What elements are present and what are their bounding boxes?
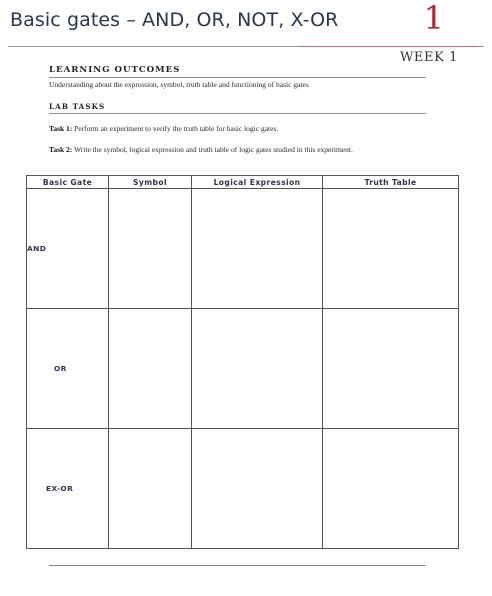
- lab-tasks-heading: LAB TASKS: [49, 102, 106, 111]
- table-row: [27, 429, 459, 549]
- table-row: [27, 309, 459, 429]
- learning-outcomes-text: Understanding about the expression, symbol, truth table and functioning of basic gates: [49, 80, 309, 89]
- header-symbol: Symbol: [109, 176, 192, 189]
- task-1: [49, 124, 278, 133]
- learning-outcomes-heading: LEARNING OUTCOMES: [49, 65, 181, 75]
- gate-name-or: OR: [27, 309, 109, 429]
- page-title: Basic gates – AND, OR, NOT, X-OR: [10, 9, 339, 31]
- week-label: WEEK 1: [399, 50, 458, 65]
- task-1-label: Task 1:: [49, 124, 73, 133]
- expression-cell-and[interactable]: [192, 189, 323, 309]
- header-basic-gate: Basic Gate: [27, 176, 109, 189]
- symbol-cell-exor[interactable]: [109, 429, 192, 549]
- truth-table-cell-exor[interactable]: [323, 429, 459, 549]
- lab-tasks-divider: [49, 113, 426, 114]
- footer-divider: [49, 565, 426, 566]
- learning-outcomes-divider: [49, 77, 426, 78]
- accent-divider: [300, 46, 478, 47]
- expression-cell-exor[interactable]: [192, 429, 323, 549]
- truth-table-cell-or[interactable]: [323, 309, 459, 429]
- table-row: [27, 189, 459, 309]
- expression-cell-or[interactable]: [192, 309, 323, 429]
- header-truth-table: Truth Table: [323, 176, 459, 189]
- gates-table: [26, 175, 459, 549]
- task-2-text: Write the symbol, logical expression and truth table of logic gates studied in this experiment.: [74, 145, 353, 154]
- gate-name-and: AND: [27, 189, 109, 309]
- truth-table-cell-and[interactable]: [323, 189, 459, 309]
- symbol-cell-or[interactable]: [109, 309, 192, 429]
- header-logical-expression: Logical Expression: [192, 176, 323, 189]
- task-2-label: Task 2:: [49, 145, 73, 154]
- task-1-text: Perform an experiment to verify the truth table for basic logic gates.: [74, 124, 279, 133]
- symbol-cell-and[interactable]: [109, 189, 192, 309]
- chapter-number: 1: [423, 0, 444, 37]
- table-header-row: [27, 176, 459, 189]
- task-2: [49, 145, 353, 154]
- gate-name-exor: EX-OR: [27, 429, 109, 549]
